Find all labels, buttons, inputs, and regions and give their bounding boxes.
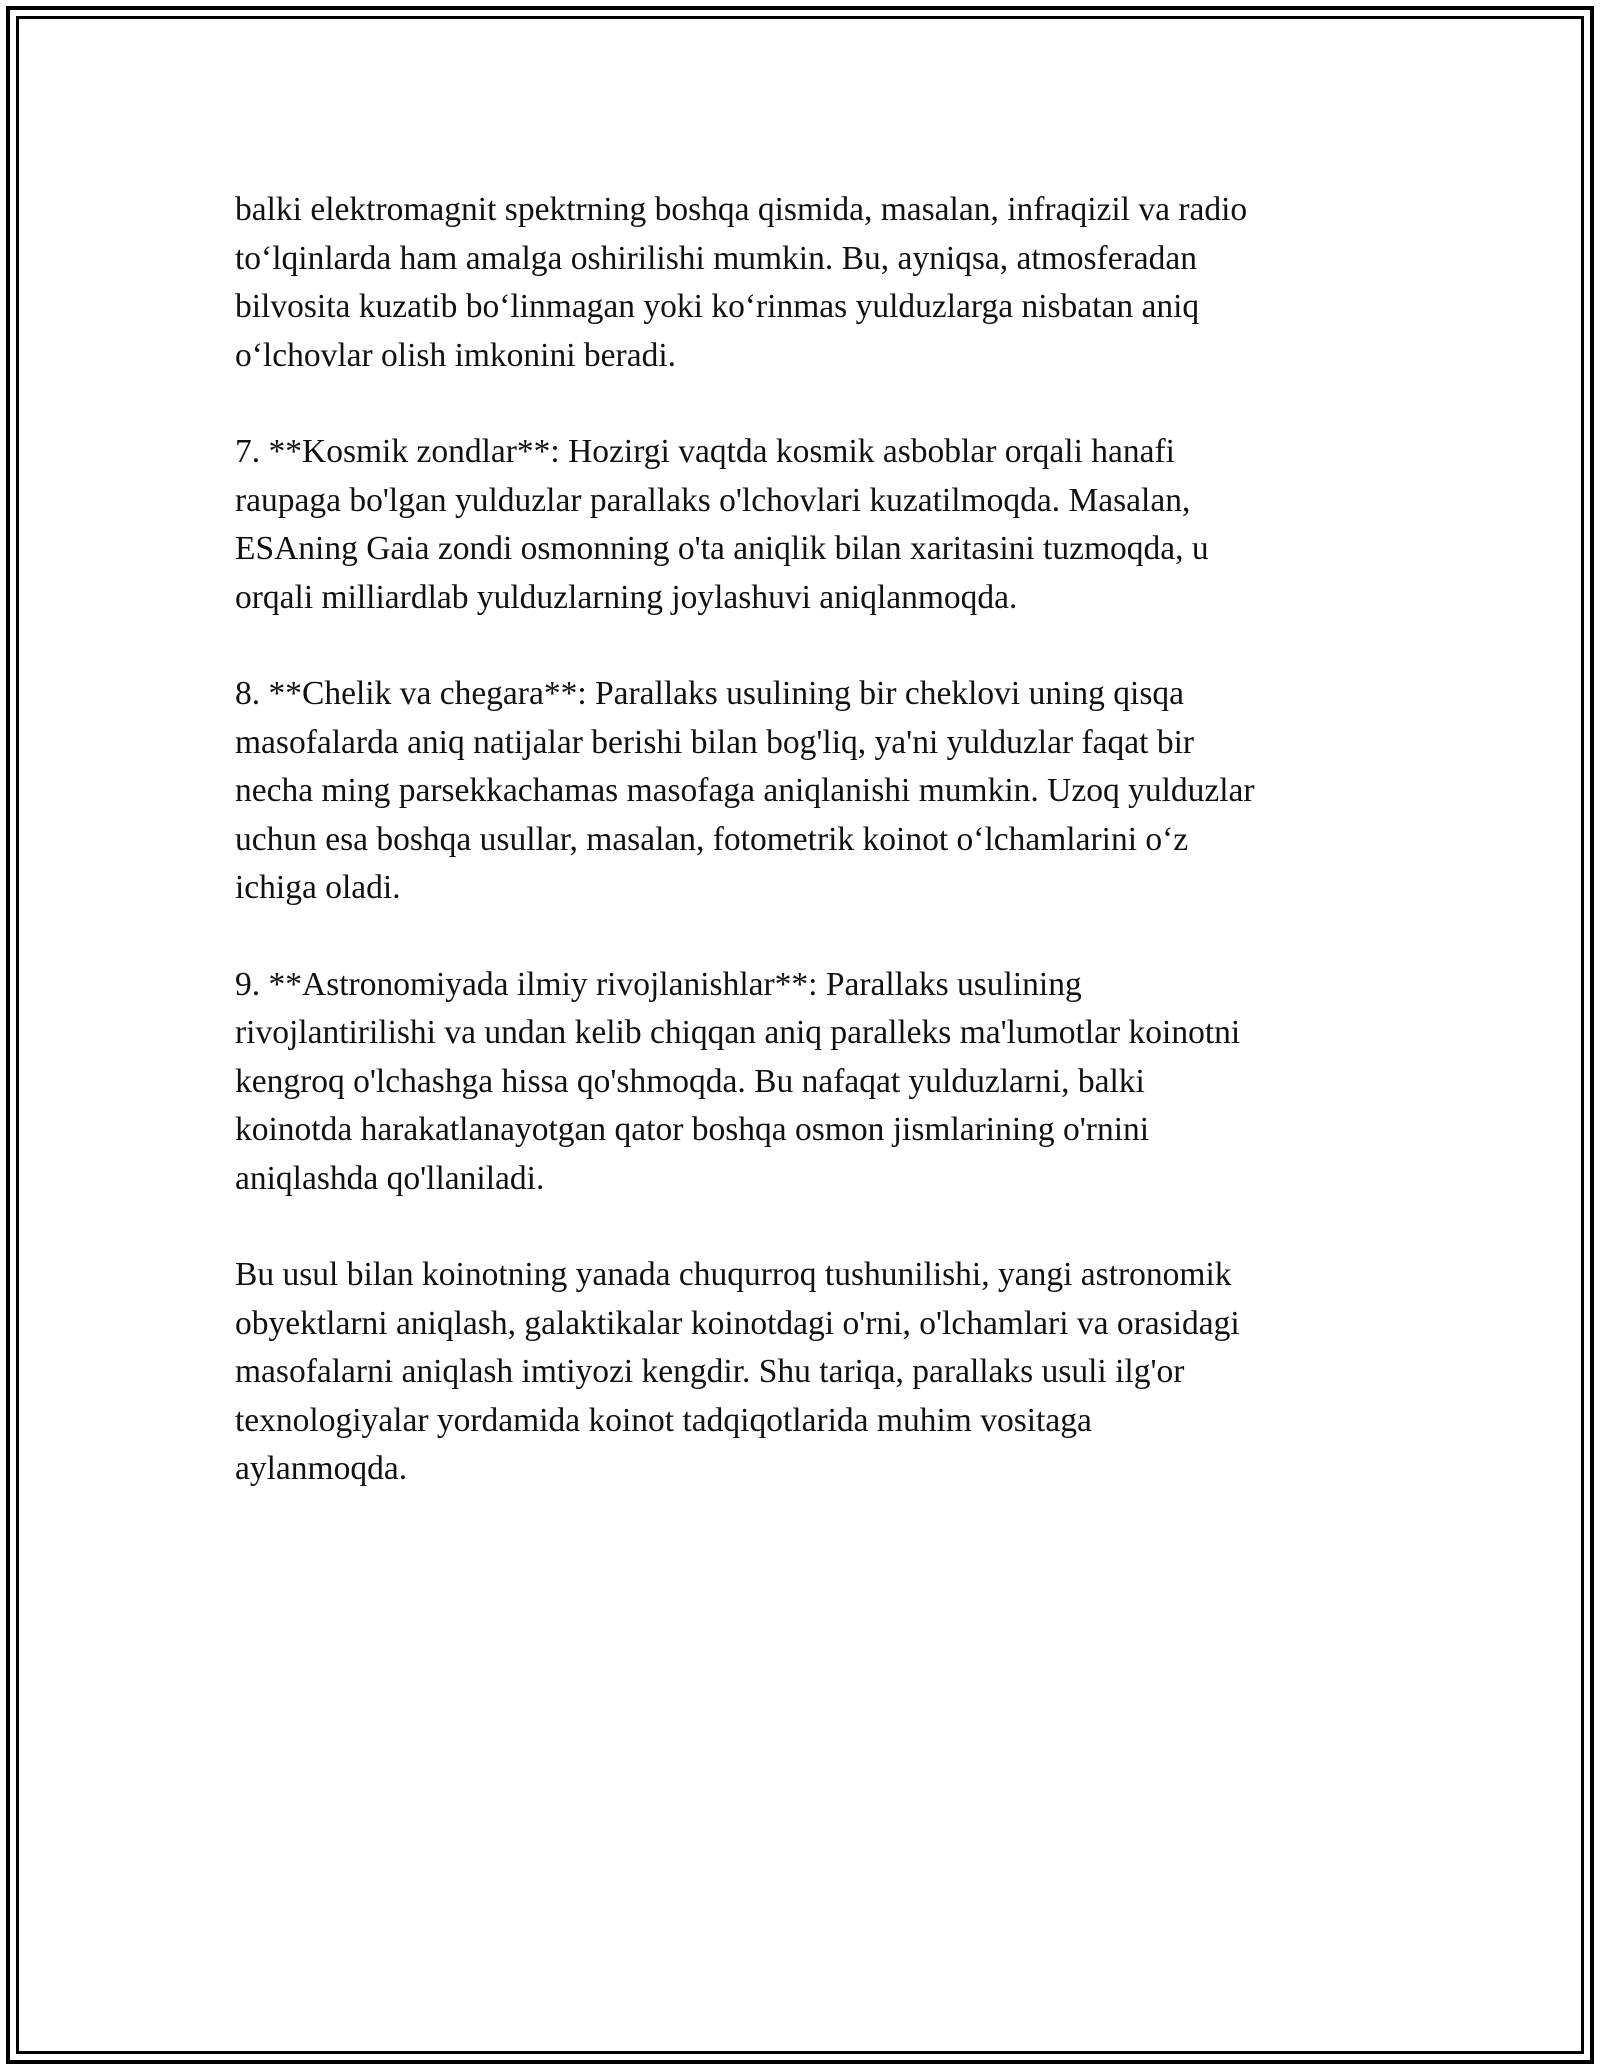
document-body — [235, 186, 1375, 1542]
paragraph-ilmiy-rivojlanishlar: 9. **Astronomiyada ilmiy rivojlanishlar**: Parallaks usulining rivojlantirilishi va undan kelib chiqqan aniq paralleks ma'lumotlar koinotni kengroq o'lchashga hissa qo'shmoqda. Bu nafaqat yulduzlarni, balki koinotda harakatlanayotgan qator boshqa osmon jismlarining o'rnini aniqlashda qo'llaniladi. — [235, 965, 1241, 1197]
paragraph-kosmik-zondlar: 7. **Kosmik zondlar**: Hozirgi vaqtda kosmik asboblar orqali hanafi raupaga bo'lgan yulduzlar parallaks o'lchovlari kuzatilmoqda. Masalan, ESAning Gaia zondi osmonning o'ta aniqlik bilan xaritasini tuzmoqda, u orqali milliardlab yulduzlarning joylashuvi aniqlanmoqda. — [235, 433, 1209, 616]
paragraph-conclusion: Bu usul bilan koinotning yanada chuqurroq tushunilishi, yangi astronomik obyektlarni aniqlash, galaktikalar koinotdagi o'rni, o'lchamlari va orasidagi masofalarni aniqlash imtiyozi kengdir. Shu tariqa, parallaks usuli ilg'or texnologiyalar yordamida koinot tadqiqotlarida muhim vositaga aylanmoqda. — [235, 1256, 1240, 1487]
paragraph-continuation: balki elektromagnit spektrning boshqa qismida, masalan, infraqizil va radio to‘lqinlarda ham amalga oshirilishi mumkin. Bu, ayniqsa, atmosferadan bilvosita kuzatib bo‘linmagan yoki ko‘rinmas yulduzlarga nisbatan aniq o‘lchovlar olish imkonini beradi. — [235, 191, 1248, 374]
paragraph-chelik-va-chegara: 8. **Chelik va chegara**: Parallaks usulining bir cheklovi uning qisqa masofalarda aniq natijalar berishi bilan bog'liq, ya'ni yulduzlar faqat bir necha ming parsekkachamas masofaga aniqlanishi mumkin. Uzoq yulduzlar uchun esa boshqa usullar, masalan, fotometrik koinot o‘lchamlarini o‘z ichiga oladi. — [235, 675, 1255, 906]
